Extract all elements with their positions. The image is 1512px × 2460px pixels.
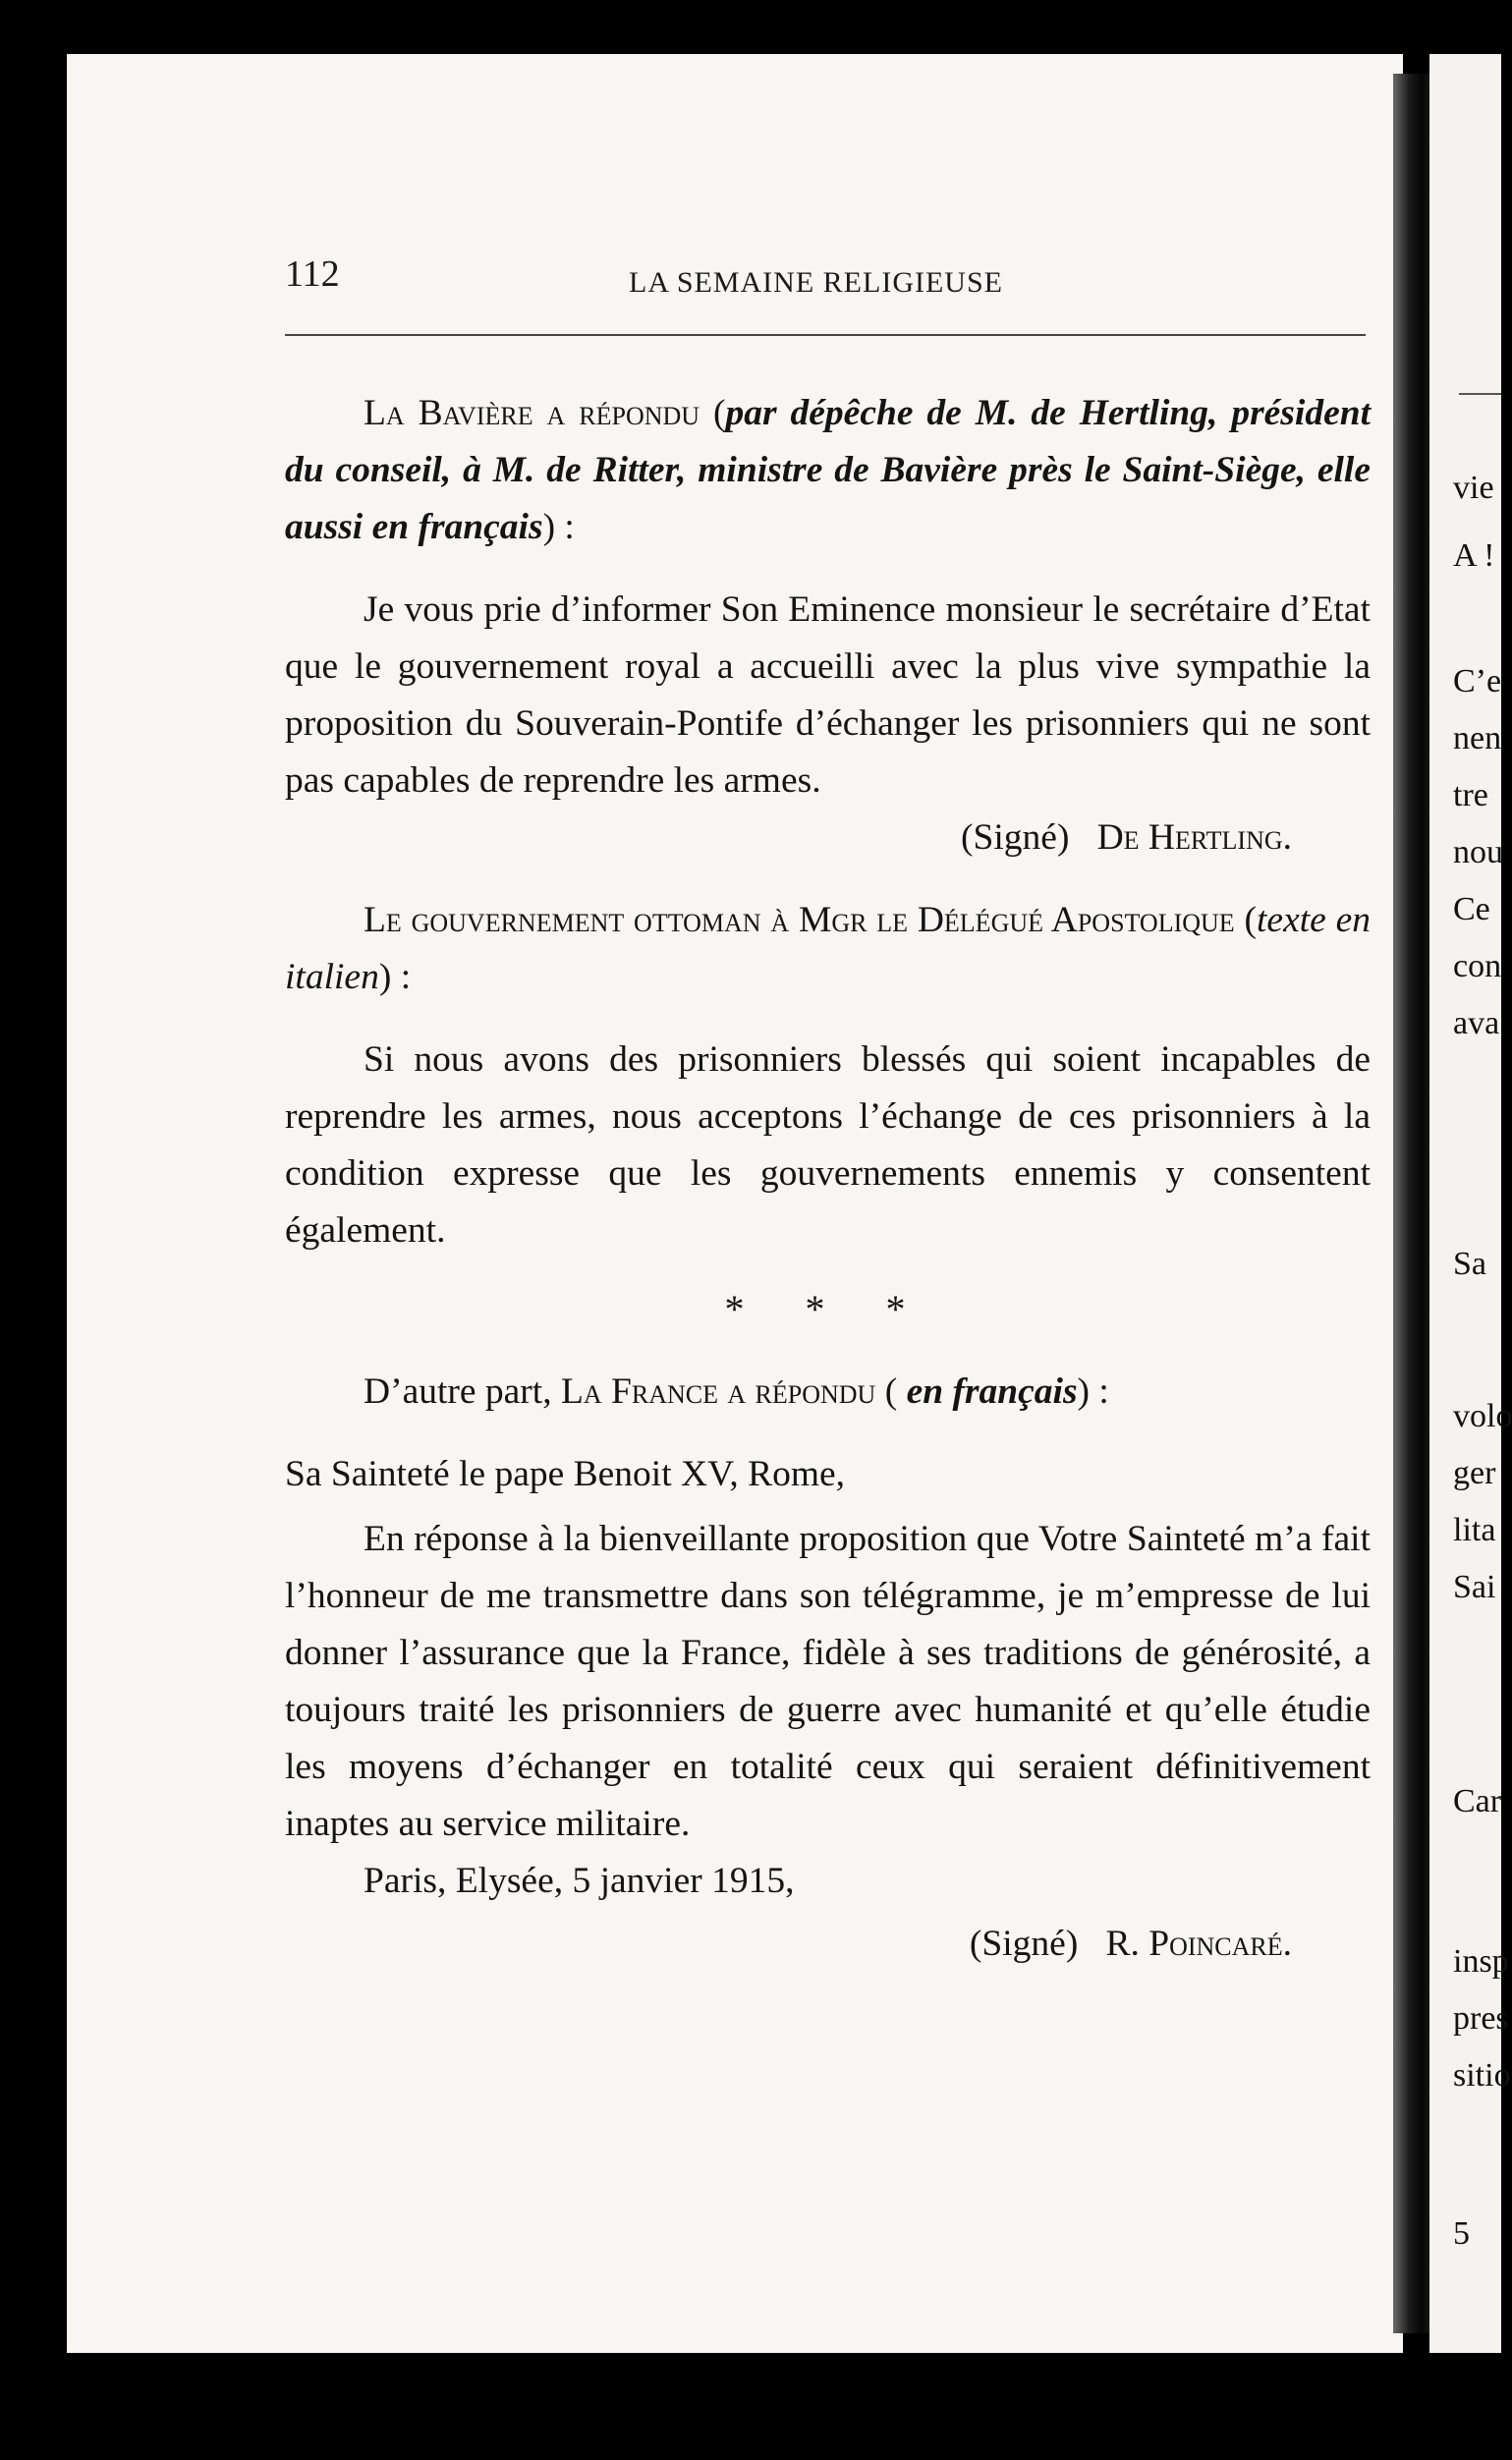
adjacent-fragment: con: [1453, 948, 1502, 984]
signature-name: De Hertling.: [1096, 817, 1292, 858]
page-number: 112: [285, 253, 340, 295]
section-detail: en français: [906, 1371, 1078, 1412]
bavaria-signature: [285, 810, 1371, 867]
adjacent-fragment: C’e: [1453, 663, 1502, 699]
section-detail: par dépêche de M. de Hertling, président du conseil, à M. de Ritter, ministre de Bavière près le Saint-Siège, elle aussi en français: [285, 393, 1371, 547]
france-signature: [285, 1916, 1371, 1973]
adjacent-fragment: volo: [1453, 1398, 1512, 1434]
adjacent-fragment: 5: [1453, 2215, 1470, 2252]
signature-label: (Signé): [969, 1924, 1079, 1964]
adjacent-fragment: lita: [1453, 1512, 1496, 1548]
adjacent-fragment: A !: [1453, 537, 1495, 574]
running-head: [285, 252, 1375, 302]
paren: ) :: [378, 957, 412, 997]
section-lead: Le gouvernement ottoman à Mgr le Délégué Apostolique: [364, 900, 1235, 940]
ottoman-text: Si nous avons des prisonniers blessés qui soient incapables de reprendre les armes, nous acceptons l’échange de ces prisonniers à la condition expresse que les gouvernements ennemis y consentent également.: [285, 1039, 1371, 1251]
signature-name: R. Poincaré.: [1105, 1924, 1292, 1964]
adjacent-fragment: ava: [1453, 1005, 1500, 1041]
section-lead: La France a répondu: [560, 1371, 876, 1412]
adjacent-fragment: tre: [1453, 777, 1488, 813]
header-rule: [285, 334, 1366, 336]
running-title: LA SEMAINE RELIGIEUSE: [629, 266, 1003, 299]
france-text: En réponse à la bienveillante proposition que Votre Sainteté m’a fait l’honneur de me transmettre dans son télégramme, je m’empresse de lui donner l’assurance que la France, fidèle à ses traditions de générosité, a toujours traité les prisonniers de guerre avec humanité et qu’elle étudie les moyens d’échanger en totalité ceux qui seraient définitivement inaptes au service militaire.: [285, 1519, 1371, 1844]
book-gutter: [1393, 74, 1434, 2333]
bavaria-text: Je vous prie d’informer Son Eminence monsieur le secrétaire d’Etat que le gouvernement royal a accueilli avec la plus vive sympathie la proposition du Souverain-Pontife d’échanger les prisonniers qui ne sont pas capables de reprendre les armes.: [285, 589, 1371, 801]
signature-label: (Signé): [961, 817, 1070, 858]
intro-prefix: D’autre part,: [364, 1371, 561, 1412]
paren: ) :: [1077, 1371, 1109, 1412]
adjacent-fragment: nou: [1453, 834, 1503, 870]
adjacent-fragment: Sai: [1453, 1569, 1496, 1605]
france-address: Sa Sainteté le pape Benoit XV, Rome,: [285, 1454, 846, 1494]
section-separator: * * *: [724, 1287, 931, 1331]
section-detail: texte en italien: [285, 900, 1371, 997]
paren: (: [875, 1371, 907, 1412]
ottoman-intro: [285, 892, 1371, 1006]
paren: ) :: [542, 507, 575, 547]
paren: (: [1234, 900, 1257, 940]
adjacent-fragment: ger: [1453, 1455, 1496, 1491]
france-intro: [285, 1364, 1371, 1421]
adjacent-rule: [1459, 393, 1501, 395]
paren: (: [700, 393, 726, 433]
section-lead: La Bavière a répondu: [364, 393, 700, 433]
adjacent-fragment: Ce: [1453, 891, 1490, 927]
adjacent-fragment: nen: [1453, 720, 1502, 756]
adjacent-fragment: insp: [1453, 1943, 1509, 1980]
adjacent-fragment: Car: [1453, 1783, 1502, 1819]
adjacent-fragment: vie: [1453, 470, 1494, 506]
adjacent-fragment: Sa: [1453, 1246, 1486, 1282]
france-place-date: Paris, Elysée, 5 janvier 1915,: [364, 1861, 795, 1901]
page-body: [285, 385, 1371, 1973]
adjacent-page: [1429, 54, 1512, 2353]
adjacent-fragment: sitio: [1453, 2057, 1511, 2094]
bavaria-intro: [285, 385, 1371, 556]
adjacent-fragment: pres: [1453, 2000, 1509, 2037]
